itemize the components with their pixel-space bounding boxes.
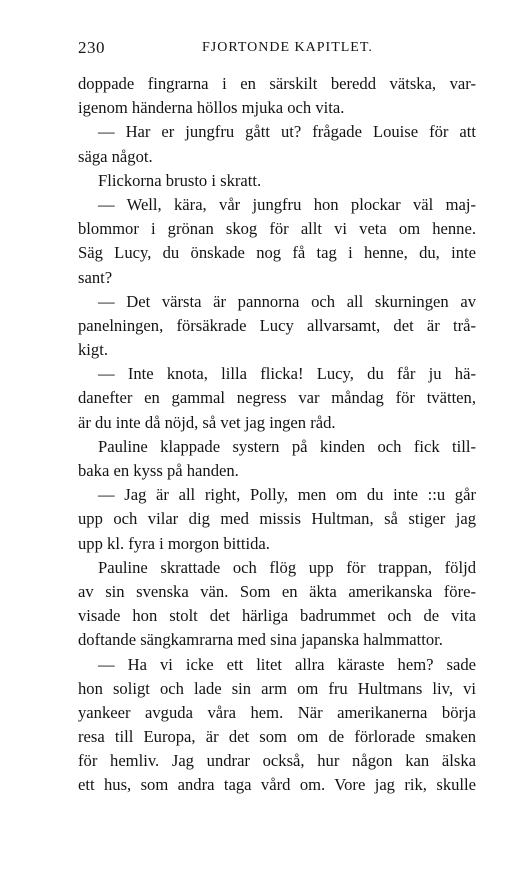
text-line: blommor i grönan skog för allt vi veta om henne.	[78, 219, 476, 239]
text-line: ett hus, som andra taga vård om. Vore jag rik, skulle	[78, 775, 476, 795]
text-line: Flickorna brusto i skratt.	[98, 170, 262, 190]
text-line: säga något.	[78, 146, 153, 166]
text-line: doftande sängkamrarna med sina japanska halmmattor.	[78, 630, 443, 650]
body-text	[78, 72, 476, 798]
text-line: sant?	[78, 267, 113, 287]
text-line: doppade fingrarna i en särskilt beredd vätska, var-	[78, 74, 476, 93]
page-number: 230	[78, 38, 105, 57]
text-line: Pauline skrattade och flög upp för trappan, följd	[98, 557, 476, 577]
text-line: upp och vilar dig med missis Hultman, så stiger jag	[78, 509, 476, 529]
text-line: upp kl. fyra i morgon bittida.	[78, 533, 270, 553]
text-line: — Ha vi icke ett litet allra käraste hem? sade	[98, 654, 476, 674]
text-line: — Det värsta är pannorna och all skurningen av	[98, 291, 476, 311]
text-line: — Jag är all right, Polly, men om du inte ::u går	[98, 485, 476, 505]
text-line: visade hon stolt det härliga badrummet och de vita	[78, 606, 476, 626]
text-line: hon soligt och lade sin arm om fru Hultmans liv, vi	[78, 678, 476, 698]
text-line: resa till Europa, är det som om de förlorade smaken	[78, 727, 476, 747]
text-line: yankeer avguda våra hem. När amerikanerna börja	[78, 702, 476, 722]
text-line: danefter en gammal negress var måndag för tvätten,	[78, 388, 476, 408]
text-line: — Well, kära, vår jungfru hon plockar väl maj-	[98, 194, 476, 214]
text-line: baka en kyss på handen.	[78, 461, 239, 480]
text-line: Pauline klappade systern på kinden och fick till-	[98, 436, 476, 456]
text-line: panelningen, försäkrade Lucy allvarsamt, det är trå-	[78, 315, 476, 335]
text-line: för hemliv. Jag undrar också, hur någon kan älska	[78, 751, 476, 771]
text-line: är du inte då nöjd, så vet jag ingen råd.	[78, 412, 336, 432]
chapter-title: FJORTONDE KAPITLET.	[202, 40, 373, 55]
running-head	[78, 38, 476, 62]
text-line: — Har er jungfru gått ut? frågade Louise för att	[98, 122, 476, 142]
text-line: av sin svenska vän. Som en äkta amerikanska före-	[78, 581, 476, 601]
text-line: kigt.	[78, 340, 108, 360]
text-line: igenom händerna höllos mjuka och vita.	[78, 98, 345, 118]
text-line: Säg Lucy, du önskade nog få tag i henne, du, inte	[78, 243, 476, 263]
text-line: — Inte knota, lilla flicka! Lucy, du får ju hä-	[98, 364, 476, 384]
